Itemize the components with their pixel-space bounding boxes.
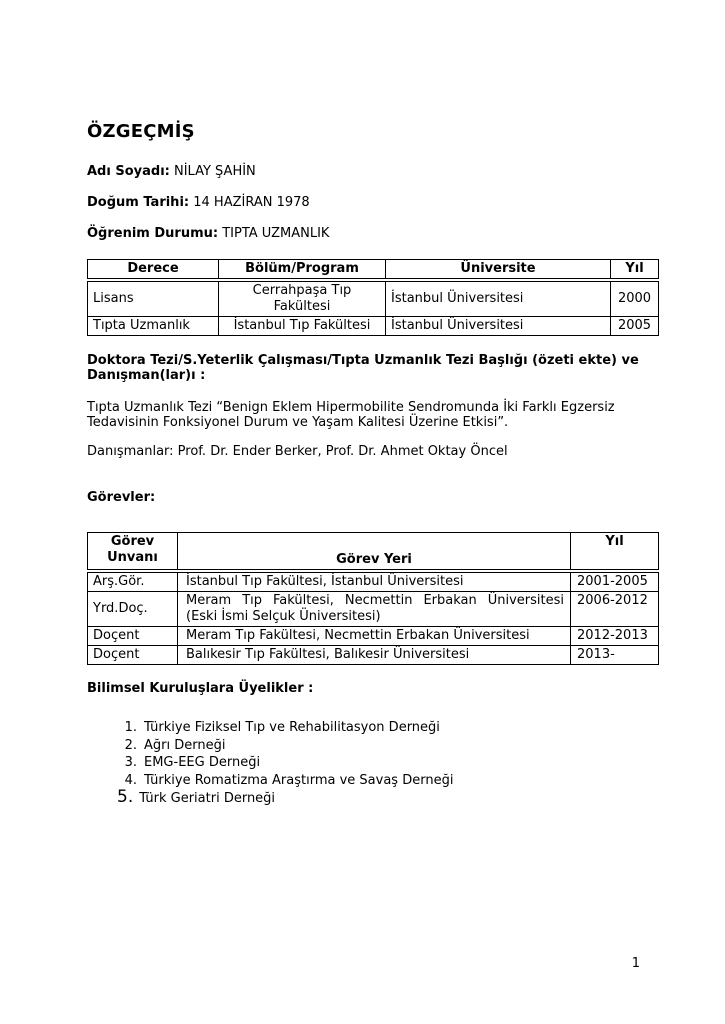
education-header-universite: Üniversite <box>386 260 611 281</box>
education-header-yil: Yıl <box>611 260 659 281</box>
position-cell-role: Yrd.Doç. <box>88 592 178 627</box>
field-name <box>87 164 658 179</box>
table-row <box>88 571 659 592</box>
position-cell-role: Doçent <box>88 627 178 646</box>
education-cell-yil: 2005 <box>611 317 659 336</box>
positions-header-yer: Görev Yeri <box>178 533 571 572</box>
list-item-number: 1. <box>124 720 137 735</box>
position-cell-place: Balıkesir Tıp Fakültesi, Balıkesir Üniversitesi <box>178 646 571 665</box>
positions-table <box>87 532 659 665</box>
education-cell-universite: İstanbul Üniversitesi <box>386 317 611 336</box>
table-row <box>88 317 659 336</box>
position-cell-place: Meram Tıp Fakültesi, Necmettin Erbakan Üniversitesi (Eski İsmi Selçuk Üniversitesi) <box>178 592 571 627</box>
list-item <box>123 720 658 736</box>
thesis-title-text: Tıpta Uzmanlık Tezi “Benign Eklem Hipermobilite Sendromunda İki Farklı Egzersiz Tedavisinin Fonksiyonel Durum ve Yaşam Kalitesi Üzerine Etkisi”. <box>87 400 615 430</box>
page-title: ÖZGEÇMİŞ <box>87 121 195 142</box>
list-item-number: 4. <box>124 772 137 788</box>
list-item <box>123 755 658 771</box>
positions-header-yil: Yıl <box>571 533 659 572</box>
list-item-text: Türk Geriatri Derneği <box>139 791 276 806</box>
field-birthdate <box>87 195 658 210</box>
table-row <box>88 592 659 627</box>
list-item-number: 2. <box>124 737 137 753</box>
thesis-advisors-text: Danışmanlar: Prof. Dr. Ender Berker, Prof. Dr. Ahmet Oktay Öncel <box>87 444 508 459</box>
position-cell-years: 2012-2013 <box>571 627 659 646</box>
education-cell-bolum: Cerrahpaşa Tıp Fakültesi <box>219 280 386 317</box>
positions-header-unvan: Görev Unvanı <box>88 533 178 572</box>
positions-header-row <box>88 533 659 572</box>
position-cell-years: 2013- <box>571 646 659 665</box>
position-cell-role: Arş.Gör. <box>88 571 178 592</box>
position-cell-place: İstanbul Tıp Fakültesi, İstanbul Üniversitesi <box>178 571 571 592</box>
education-table <box>87 259 659 336</box>
education-cell-yil: 2000 <box>611 280 659 317</box>
field-name-label: Adı Soyadı: <box>87 164 170 179</box>
list-item <box>123 773 658 789</box>
field-birthdate-label: Doğum Tarihi: <box>87 195 190 210</box>
field-name-value: NİLAY ŞAHİN <box>174 164 256 179</box>
education-cell-universite: İstanbul Üniversitesi <box>386 280 611 317</box>
position-cell-role: Doçent <box>88 646 178 665</box>
list-item-text: Ağrı Derneği <box>144 737 226 753</box>
field-education-status <box>87 226 658 241</box>
table-row <box>88 627 659 646</box>
memberships-section-heading: Bilimsel Kuruluşlara Üyelikler : <box>87 681 314 696</box>
position-cell-years: 2001-2005 <box>571 571 659 592</box>
education-header-row <box>88 260 659 281</box>
table-row <box>88 646 659 665</box>
education-cell-derece: Lisans <box>88 280 219 317</box>
education-cell-derece: Tıpta Uzmanlık <box>88 317 219 336</box>
list-item-text: Türkiye Romatizma Araştırma ve Savaş Derneği <box>144 772 454 788</box>
list-item <box>123 738 658 754</box>
table-row <box>88 280 659 317</box>
field-education-status-value: TIPTA UZMANLIK <box>222 226 330 241</box>
education-cell-bolum: İstanbul Tıp Fakültesi <box>219 317 386 336</box>
list-item-text: EMG-EEG Derneği <box>144 755 261 770</box>
memberships-list <box>117 720 658 807</box>
positions-section-heading: Görevler: <box>87 490 156 505</box>
position-cell-place: Meram Tıp Fakültesi, Necmettin Erbakan Üniversitesi <box>178 627 571 646</box>
education-header-bolum: Bölüm/Program <box>219 260 386 281</box>
field-birthdate-value: 14 HAZİRAN 1978 <box>193 195 310 210</box>
list-item-text: Türkiye Fiziksel Tıp ve Rehabilitasyon Derneği <box>144 720 440 735</box>
education-header-derece: Derece <box>88 260 219 281</box>
page-number: 1 <box>631 956 640 971</box>
thesis-section-heading: Doktora Tezi/S.Yeterlik Çalışması/Tıpta Uzmanlık Tezi Başlığı (özeti ekte) ve Danışman(lar)ı : <box>87 353 639 383</box>
position-cell-years: 2006-2012 <box>571 592 659 627</box>
list-item-number: 3. <box>124 755 137 770</box>
field-education-status-label: Öğrenim Durumu: <box>87 226 219 241</box>
list-item <box>117 787 658 807</box>
list-item-number: 5. <box>117 787 134 807</box>
